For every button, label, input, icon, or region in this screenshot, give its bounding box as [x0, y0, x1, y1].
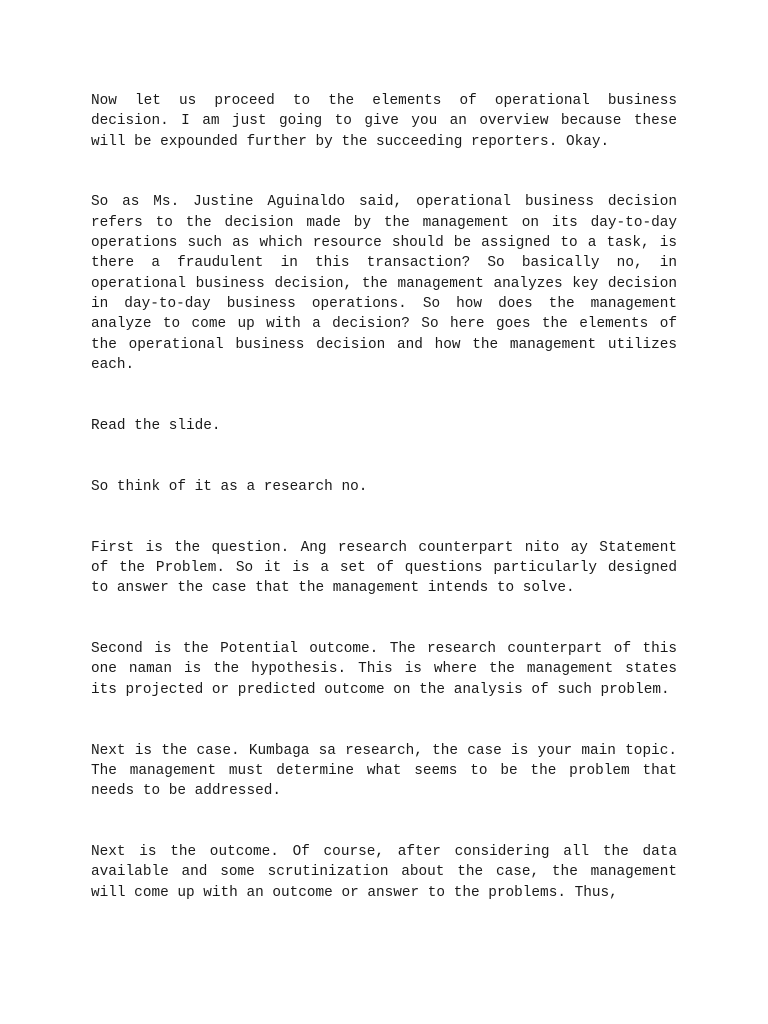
paragraph-definition: So as Ms. Justine Aguinaldo said, operational business decision refers to the decision made by the management on its day-to-day operations such as which resource should be assigned to a task, is there a fraudulent in this transaction? So basically no, in operational business decision, the management analyzes key decision in day-to-day business operations. So how does the management analyze to come up with a decision? So here goes the elements of the operational business decision and how the management utilizes each. — [91, 194, 677, 373]
paragraph-read-slide: Read the slide. — [91, 417, 221, 434]
paragraph-gap — [91, 801, 677, 842]
paragraph-gap — [91, 497, 677, 538]
paragraph-gap — [91, 700, 677, 741]
paragraph-research-analogy: So think of it as a research no. — [91, 478, 368, 495]
paragraph-gap — [91, 152, 677, 193]
paragraph-elements-intro: Now let us proceed to the elements of operational business decision. I am just going to give you an overview because these will be expounded further by the succeeding reporters. Okay. — [91, 93, 677, 150]
paragraph-case: Next is the case. Kumbaga sa research, the case is your main topic. The management must determine what seems to be the problem that needs to be addressed. — [91, 742, 677, 800]
paragraph-potential-outcome: Second is the Potential outcome. The research counterpart of this one naman is the hypothesis. This is where the management states its projected or predicted outcome on the analysis of such problem. — [91, 641, 677, 698]
paragraph-outcome: Next is the outcome. Of course, after considering all the data available and some scrutinization about the case, the management will come up with an outcome or answer to the problems. Thus, — [91, 843, 677, 901]
document-body — [91, 91, 677, 903]
paragraph-gap — [91, 375, 677, 416]
paragraph-question: First is the question. Ang research counterpart nito ay Statement of the Problem. So it is a set of questions particularly designed to answer the case that the management intends to solve. — [91, 539, 677, 597]
paragraph-gap — [91, 598, 677, 639]
paragraph-gap — [91, 436, 677, 477]
